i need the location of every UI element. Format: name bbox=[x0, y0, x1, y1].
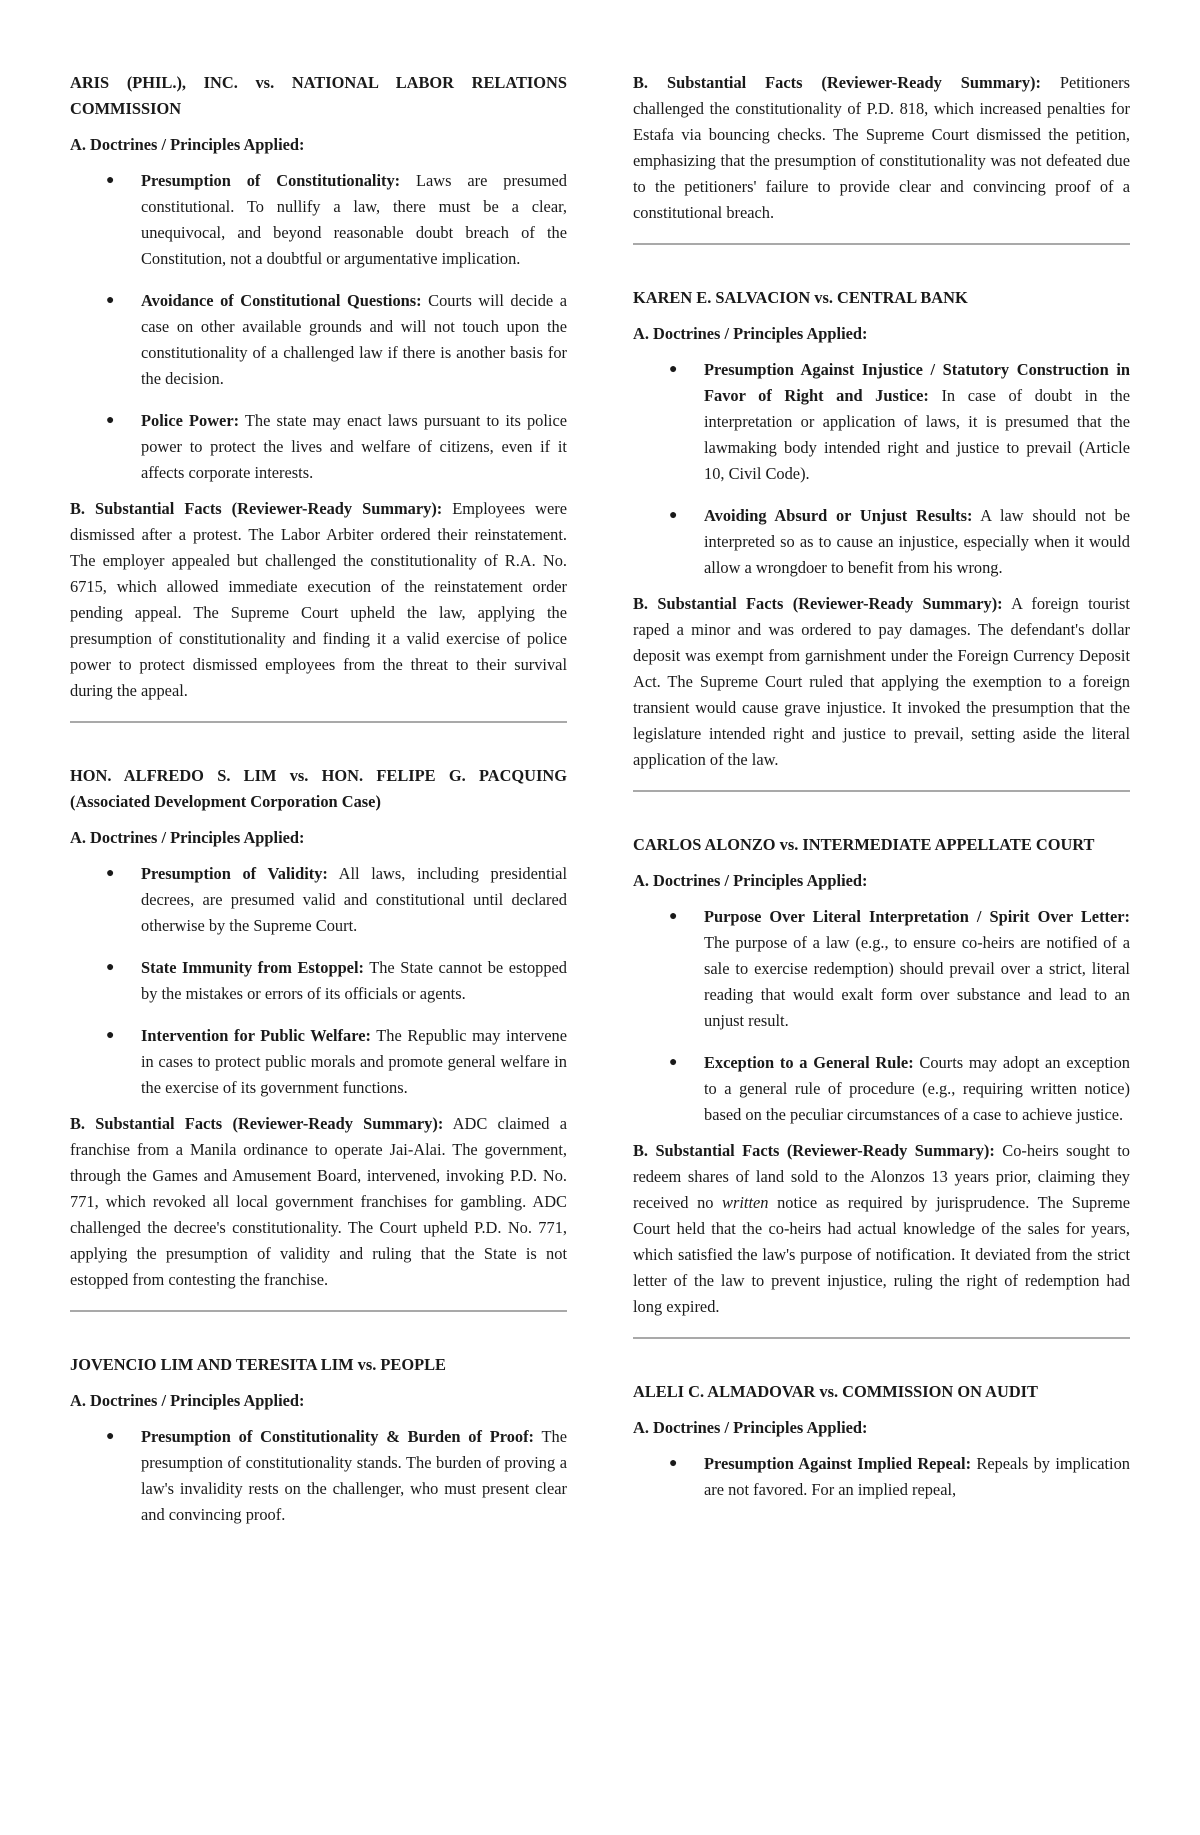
list-item bbox=[70, 955, 567, 1007]
doctrine-text: Repeals by implication are not favored. For an implied repeal, bbox=[704, 1454, 1130, 1499]
bullet-icon: ● bbox=[106, 1429, 115, 1444]
doctrines-list bbox=[633, 1451, 1130, 1503]
right-column bbox=[633, 70, 1130, 1835]
facts-paragraph bbox=[70, 1111, 567, 1293]
list-item bbox=[70, 1424, 567, 1528]
list-item bbox=[633, 503, 1130, 581]
list-item bbox=[70, 1023, 567, 1101]
doctrine-text: Courts may adopt an exception to a general rule of procedure (e.g., requiring written notice) based on the peculiar circumstances of a case to achieve justice. bbox=[704, 1053, 1130, 1124]
list-item bbox=[70, 168, 567, 272]
doctrine-term: Avoiding Absurd or Unjust Results: bbox=[704, 506, 973, 525]
case-lim-pacquing bbox=[70, 763, 567, 1312]
doctrine-term: Exception to a General Rule: bbox=[704, 1053, 914, 1072]
case-lim-people bbox=[70, 1352, 567, 1528]
doctrines-heading: A. Doctrines / Principles Applied: bbox=[633, 871, 868, 890]
doctrine-text: All laws, including presidential decrees, are presumed valid and constitutional until declared otherwise by the Supreme Court. bbox=[141, 864, 568, 935]
case-almadovar bbox=[633, 1379, 1130, 1503]
doctrines-heading: A. Doctrines / Principles Applied: bbox=[70, 828, 305, 847]
bullet-icon: ● bbox=[669, 508, 678, 523]
facts-heading: B. Substantial Facts (Reviewer-Ready Summary): bbox=[70, 499, 443, 518]
doctrine-text: The Republic may intervene in cases to protect public morals and promote general welfare in the exercise of its government functions. bbox=[141, 1026, 567, 1097]
doctrines-list bbox=[70, 168, 567, 486]
doctrine-term: Police Power: bbox=[141, 411, 240, 430]
doctrine-text: The presumption of constitutionality stands. The burden of proving a law's invalidity rests on the challenger, who must present clear and convincing proof. bbox=[141, 1427, 567, 1524]
doctrine-term: Presumption of Validity: bbox=[141, 864, 328, 883]
case-salvacion bbox=[633, 285, 1130, 792]
bullet-icon: ● bbox=[106, 173, 115, 188]
doctrine-text: Courts will decide a case on other available grounds and will not touch upon the constitutionality of a challenged law if there is another basis for the decision. bbox=[141, 291, 567, 388]
bullet-icon: ● bbox=[106, 866, 115, 881]
list-item bbox=[70, 408, 567, 486]
facts-text: ADC claimed a franchise from a Manila ordinance to operate Jai-Alai. The government, through the Games and Amusement Board, intervened, invoking P.D. No. 771, which revoked all local government franchises for gambling. ADC challenged the decree's constitutionality. The Court upheld P.D. No. 771, applying the presumption of validity and ruling that the State is not estopped from contesting the franchise. bbox=[70, 1114, 567, 1289]
doctrines-heading: A. Doctrines / Principles Applied: bbox=[633, 1418, 868, 1437]
bullet-icon: ● bbox=[106, 1028, 115, 1043]
bullet-icon: ● bbox=[106, 413, 115, 428]
facts-paragraph bbox=[633, 70, 1130, 226]
doctrine-term: Presumption of Constitutionality: bbox=[141, 171, 401, 190]
facts-paragraph bbox=[633, 1138, 1130, 1320]
left-column bbox=[70, 70, 567, 1835]
doctrine-text: The State cannot be estopped by the mistakes or errors of its officials or agents. bbox=[141, 958, 567, 1003]
doctrines-heading: A. Doctrines / Principles Applied: bbox=[633, 324, 868, 343]
facts-heading: B. Substantial Facts (Reviewer-Ready Summary): bbox=[633, 594, 1003, 613]
doctrine-text: In case of doubt in the interpretation or application of laws, it is presumed that the lawmaking body intended right and justice to prevail (Article 10, Civil Code). bbox=[704, 386, 1130, 483]
case-alonzo bbox=[633, 832, 1130, 1339]
doctrine-term: Presumption of Constitutionality & Burden of Proof: bbox=[141, 1427, 535, 1446]
doctrine-text: The purpose of a law (e.g., to ensure co-heirs are notified of a sale to exercise redemption) should prevail over a strict, literal reading that would exalt form over substance and lead to an unjust result. bbox=[704, 933, 1130, 1030]
facts-paragraph bbox=[633, 591, 1130, 773]
doctrine-term: Presumption Against Injustice / Statutory Construction in Favor of Right and Justice: bbox=[704, 360, 1130, 405]
section-divider bbox=[633, 1337, 1130, 1339]
bullet-icon: ● bbox=[669, 909, 678, 924]
doctrines-list bbox=[633, 904, 1130, 1128]
facts-text: Petitioners challenged the constitutionality of P.D. 818, which increased penalties for Estafa via bouncing checks. The Supreme Court dismissed the petition, emphasizing that the presumption of constitutionality was not defeated due to the petitioners' failure to provide clear and convincing proof of a constitutional breach. bbox=[633, 73, 1130, 222]
doctrine-term: Avoidance of Constitutional Questions: bbox=[141, 291, 422, 310]
doctrine-term: State Immunity from Estoppel: bbox=[141, 958, 364, 977]
case-title: CARLOS ALONZO vs. INTERMEDIATE APPELLATE COURT bbox=[633, 835, 1095, 854]
facts-heading: B. Substantial Facts (Reviewer-Ready Summary): bbox=[633, 1141, 995, 1160]
bullet-icon: ● bbox=[106, 960, 115, 975]
doctrines-list bbox=[70, 861, 567, 1101]
doctrine-text: The state may enact laws pursuant to its police power to protect the lives and welfare of citizens, even if it affects corporate interests. bbox=[141, 411, 567, 482]
facts-text: A foreign tourist raped a minor and was ordered to pay damages. The defendant's dollar deposit was exempt from garnishment under the Foreign Currency Deposit Act. The Supreme Court ruled that applying the exemption to a foreign transient would cause grave injustice. It invoked the presumption that the legislature intended right and justice to prevail, setting aside the literal application of the law. bbox=[633, 594, 1130, 769]
list-item bbox=[70, 288, 567, 392]
case-title: KAREN E. SALVACION vs. CENTRAL BANK bbox=[633, 288, 968, 307]
facts-paragraph bbox=[70, 496, 567, 704]
facts-heading: B. Substantial Facts (Reviewer-Ready Summary): bbox=[633, 73, 1041, 92]
facts-text: Co-heirs sought to redeem shares of land sold to the Alonzos 13 years prior, claiming they received no bbox=[633, 1141, 1130, 1212]
doctrine-text: A law should not be interpreted so as to cause an injustice, especially when it would allow a wrongdoer to benefit from his wrong. bbox=[704, 506, 1130, 577]
list-item bbox=[633, 1050, 1130, 1128]
case-title: ALELI C. ALMADOVAR vs. COMMISSION ON AUDIT bbox=[633, 1382, 1038, 1401]
list-item bbox=[633, 357, 1130, 487]
facts-text: notice as required by jurisprudence. The Supreme Court held that the co-heirs had actual knowledge of the sales for years, which satisfied the law's purpose of notification. It deviated from the strict letter of the law to prevent injustice, ruling the right of redemption had long expired. bbox=[633, 1193, 1130, 1316]
section-divider bbox=[70, 1310, 567, 1312]
section-divider bbox=[633, 790, 1130, 792]
bullet-icon: ● bbox=[669, 1055, 678, 1070]
doctrine-term: Presumption Against Implied Repeal: bbox=[704, 1454, 972, 1473]
facts-heading: B. Substantial Facts (Reviewer-Ready Summary): bbox=[70, 1114, 444, 1133]
doctrine-term: Purpose Over Literal Interpretation / Spirit Over Letter: bbox=[704, 907, 1130, 926]
case-title: HON. ALFREDO S. LIM vs. HON. FELIPE G. PACQUING (Associated Development Corporation Case) bbox=[70, 766, 567, 811]
list-item bbox=[633, 1451, 1130, 1503]
doctrines-list bbox=[70, 1424, 567, 1528]
bullet-icon: ● bbox=[669, 1456, 678, 1471]
doctrines-heading: A. Doctrines / Principles Applied: bbox=[70, 135, 305, 154]
section-divider bbox=[70, 721, 567, 723]
facts-text: Employees were dismissed after a protest. The Labor Arbiter ordered their reinstatement. The employer appealed but challenged the constitutionality of R.A. No. 6715, which allowed immediate execution of the reinstatement order pending appeal. The Supreme Court upheld the law, applying the presumption of constitutionality and finding it a valid exercise of police power to protect dismissed employees from the threat to their survival during the appeal. bbox=[70, 499, 567, 700]
section-divider bbox=[633, 243, 1130, 245]
facts-emphasis: written bbox=[722, 1193, 769, 1212]
case-lim-people-facts bbox=[633, 70, 1130, 245]
doctrines-list bbox=[633, 357, 1130, 581]
doctrines-heading: A. Doctrines / Principles Applied: bbox=[70, 1391, 305, 1410]
bullet-icon: ● bbox=[106, 293, 115, 308]
case-title: ARIS (PHIL.), INC. vs. NATIONAL LABOR RELATIONS COMMISSION bbox=[70, 73, 567, 118]
doctrine-term: Intervention for Public Welfare: bbox=[141, 1026, 371, 1045]
list-item bbox=[633, 904, 1130, 1034]
bullet-icon: ● bbox=[669, 362, 678, 377]
case-aris bbox=[70, 70, 567, 723]
case-title: JOVENCIO LIM AND TERESITA LIM vs. PEOPLE bbox=[70, 1355, 446, 1374]
list-item bbox=[70, 861, 567, 939]
doctrine-text: Laws are presumed constitutional. To nullify a law, there must be a clear, unequivocal, and beyond reasonable doubt breach of the Constitution, not a doubtful or argumentative implication. bbox=[141, 171, 567, 268]
